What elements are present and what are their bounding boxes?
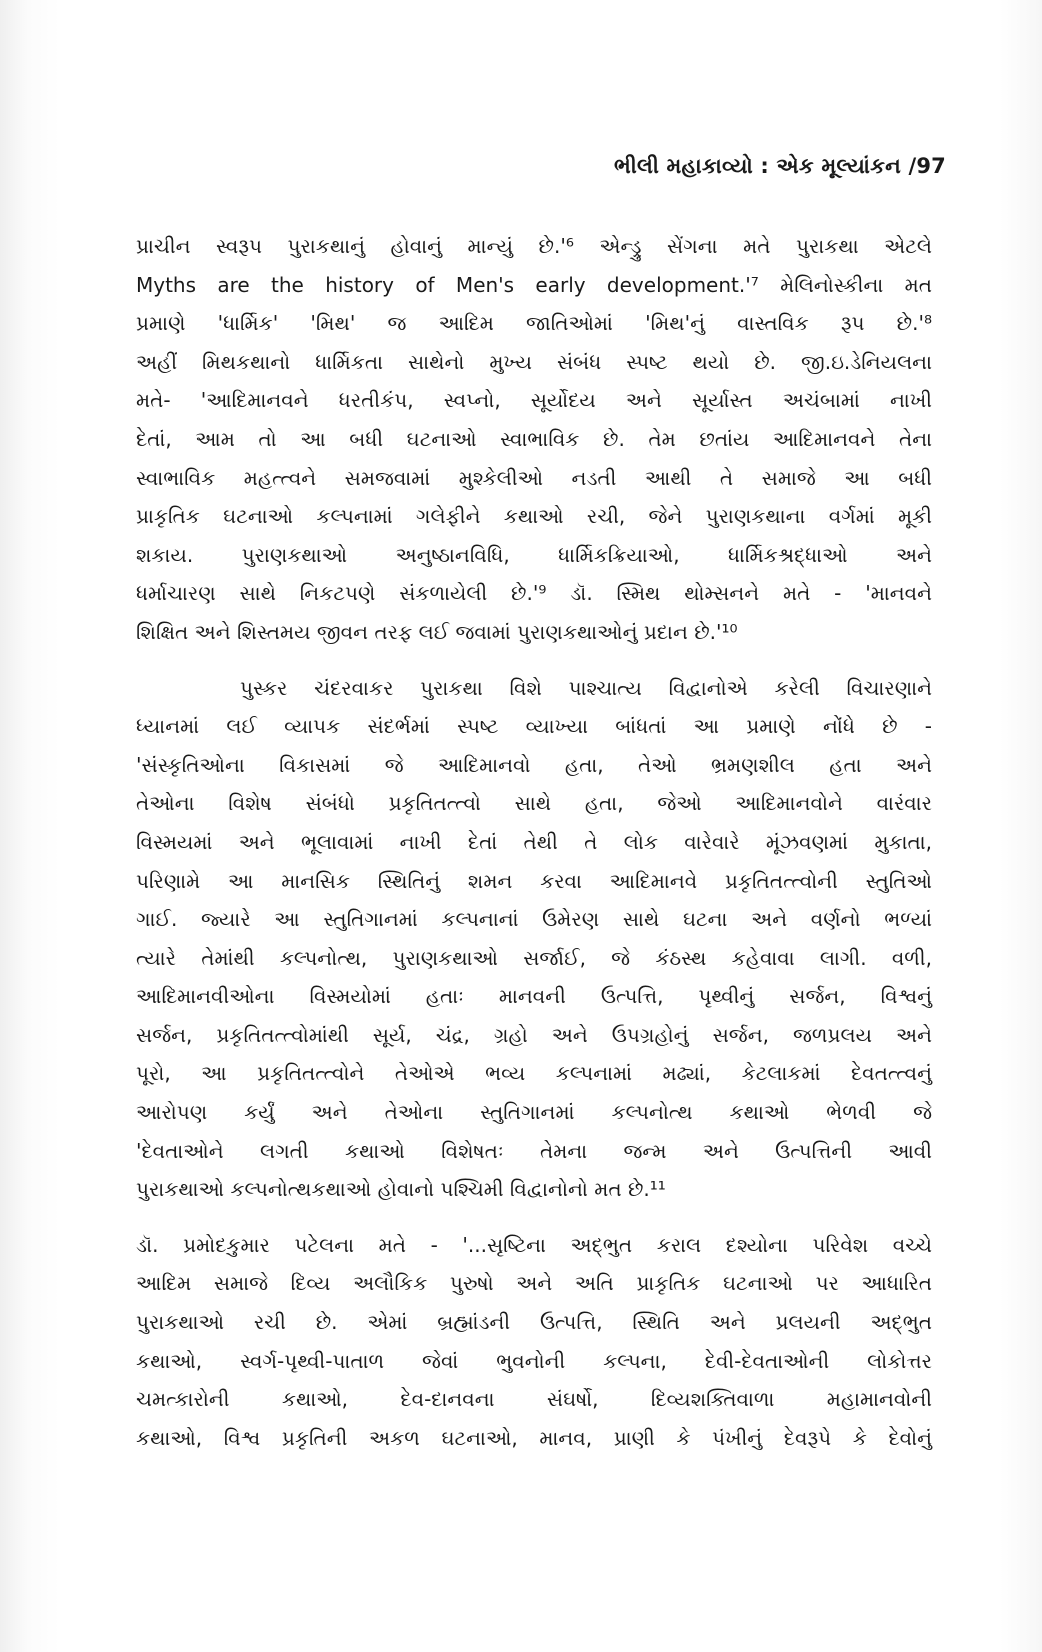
text-line: ચમત્કારોની કથાઓ, દેવ-દાનવના સંઘર્ષો, દિવ્યશક્તિવાળા મહામાનવોની xyxy=(136,1387,932,1412)
text-line: 'દેવતાઓને લગતી કથાઓ વિશેષતઃ તેમના જન્મ અને ઉત્પત્તિની આવી xyxy=(136,1138,932,1163)
text-line: 'સંસ્કૃતિઓના વિકાસમાં જે આદિમાનવો હતા, તેઓ ભ્રમણશીલ હતા અને xyxy=(136,752,932,777)
text-line: કથાઓ, સ્વર્ગ-પૃથ્વી-પાતાળ જેવાં ભુવનોની કલ્પના, દેવી-દેવતાઓની લોકોત્તર xyxy=(136,1348,932,1373)
text-line: પૂરો, આ પ્રકૃતિતત્ત્વોને તેઓએ ભવ્ય કલ્પનામાં મઢ્યાં, કેટલાકમાં દેવતત્ત્વનું xyxy=(136,1061,932,1086)
text-line: પુરાકથાઓ કલ્પનોત્થકથાઓ હોવાનો પશ્ચિમી વિદ્વાનોનો મત છે.¹¹ xyxy=(136,1177,666,1202)
text-line: પરિણામે આ માનસિક સ્થિતિનું શમન કરવા આદિમાનવે પ્રકૃતિતત્ત્વોની સ્તુતિઓ xyxy=(136,868,932,893)
text-line: આદિમ સમાજે દિવ્ય અલૌકિક પુરુષો અને અતિ પ્રાકૃતિક ઘટનાઓ પર આધારિત xyxy=(136,1271,932,1296)
text-line: આદિમાનવીઓના વિસ્મયોમાં હતાઃ માનવની ઉત્પત્તિ, પૃથ્વીનું સર્જન, વિશ્વનું xyxy=(136,984,932,1009)
running-header: ભીલી મહાકાવ્યો : એક મૂલ્યાંકન /97 xyxy=(613,154,946,178)
text-line: શિક્ષિત અને શિસ્તમય જીવન તરફ લઈ જવામાં પુરાણકથાઓનું પ્રદાન છે.'¹⁰ xyxy=(136,619,738,644)
text-line: મતે- 'આદિમાનવને ધરતીકંપ, સ્વપ્નો, સૂર્યોદય અને સૂર્યાસ્ત અચંબામાં નાખી xyxy=(136,388,932,413)
paragraph-1 xyxy=(136,227,932,652)
text-line: પુરાકથાઓ રચી છે. એમાં બ્રહ્માંડની ઉત્પત્તિ, સ્થિતિ અને પ્રલયની અદ્ભુત xyxy=(136,1310,932,1335)
text-line: સર્જન, પ્રકૃતિતત્ત્વોમાંથી સૂર્ય, ચંદ્ર, ગ્રહો અને ઉપગ્રહોનું સર્જન, જળપ્રલય અને xyxy=(136,1022,932,1047)
text-line: સ્વાભાવિક મહત્ત્વને સમજવામાં મુશ્કેલીઓ નડતી આથી તે સમાજે આ બધી xyxy=(136,465,932,490)
text-line: Myths are the history of Men's early development.'⁷ મેલિનોસ્કીના મત xyxy=(136,272,932,297)
text-line: દેતાં, આમ તો આ બધી ઘટનાઓ સ્વાભાવિક છે. તેમ છતાંય આદિમાનવને તેના xyxy=(136,426,932,451)
text-line: પ્રાચીન સ્વરૂપ પુરાકથાનું હોવાનું માન્યું છે.'⁶ એન્ડ્રુ સેંગના મતે પુરાકથા એટલે xyxy=(136,234,932,258)
text-line: ધ્યાનમાં લઈ વ્યાપક સંદર્ભમાં સ્પષ્ટ વ્યાખ્યા બાંધતાં આ પ્રમાણે નોંધે છે - xyxy=(136,714,932,739)
text-line: તેઓના વિશેષ સંબંધો પ્રકૃતિતત્ત્વો સાથે હતા, જેઓ આદિમાનવોને વારંવાર xyxy=(136,791,932,816)
text-line: ગાઈ. જ્યારે આ સ્તુતિગાનમાં કલ્પનાનાં ઉમેરણ સાથે ઘટના અને વર્ણનો ભળ્યાં xyxy=(136,907,932,932)
text-line: વિસ્મયમાં અને ભૂલાવામાં નાખી દેતાં તેથી તે લોક વારેવારે મૂંઝવણમાં મુકાતા, xyxy=(136,829,932,854)
text-line: આરોપણ કર્યું અને તેઓના સ્તુતિગાનમાં કલ્પનોત્થ કથાઓ ભેળવી જે xyxy=(136,1100,932,1125)
text-line: અહીં મિથકથાનો ધાર્મિકતા સાથેનો મુખ્ય સંબંધ સ્પષ્ટ થયો છે. જી.ઇ.ડેનિયલના xyxy=(136,349,932,374)
page-body xyxy=(136,227,932,1474)
text-line: ડૉ. પ્રમોદકુમાર પટેલના મતે - '...સૃષ્ટિના અદ્ભુત કરાલ દશ્યોના પરિવેશ વચ્ચે xyxy=(136,1232,932,1257)
text-line: કથાઓ, વિશ્વ પ્રકૃતિની અકળ ઘટનાઓ, માનવ, પ્રાણી કે પંખીનું દેવરૂપે કે દેવોનું xyxy=(136,1425,932,1450)
text-line: પ્રમાણે 'ધાર્મિક' 'મિથ' જ આદિમ જાતિઓમાં 'મિથ'નું વાસ્તવિક રૂપ છે.'⁸ xyxy=(136,311,932,336)
text-line: પુસ્કર ચંદરવાકર પુરાકથા વિશે પાશ્ચાત્ય વિદ્વાનોએ કરેલી વિચારણાને xyxy=(240,675,932,700)
text-line: શકાય. પુરાણકથાઓ અનુષ્ઠાનવિધિ, ધાર્મિકક્રિયાઓ, ધાર્મિકશ્રદ્ધાઓ અને xyxy=(136,542,932,567)
text-line: ત્યારે તેમાંથી કલ્પનોત્થ, પુરાણકથાઓ સર્જાઈ, જે કંઠસ્થ કહેવાવા લાગી. વળી, xyxy=(136,945,932,970)
text-line: પ્રાકૃતિક ઘટનાઓ કલ્પનામાં ગલેફીને કથાઓ રચી, જેને પુરાણકથાના વર્ગમાં મૂકી xyxy=(136,504,932,529)
paragraph-2 xyxy=(136,669,932,1209)
paragraph-3 xyxy=(136,1226,932,1458)
text-line: ધર્માચારણ સાથે નિકટપણે સંકળાયેલી છે.'⁹ ડૉ. સ્મિથ થોમ્સનને મતે - 'માનવને xyxy=(136,581,932,606)
